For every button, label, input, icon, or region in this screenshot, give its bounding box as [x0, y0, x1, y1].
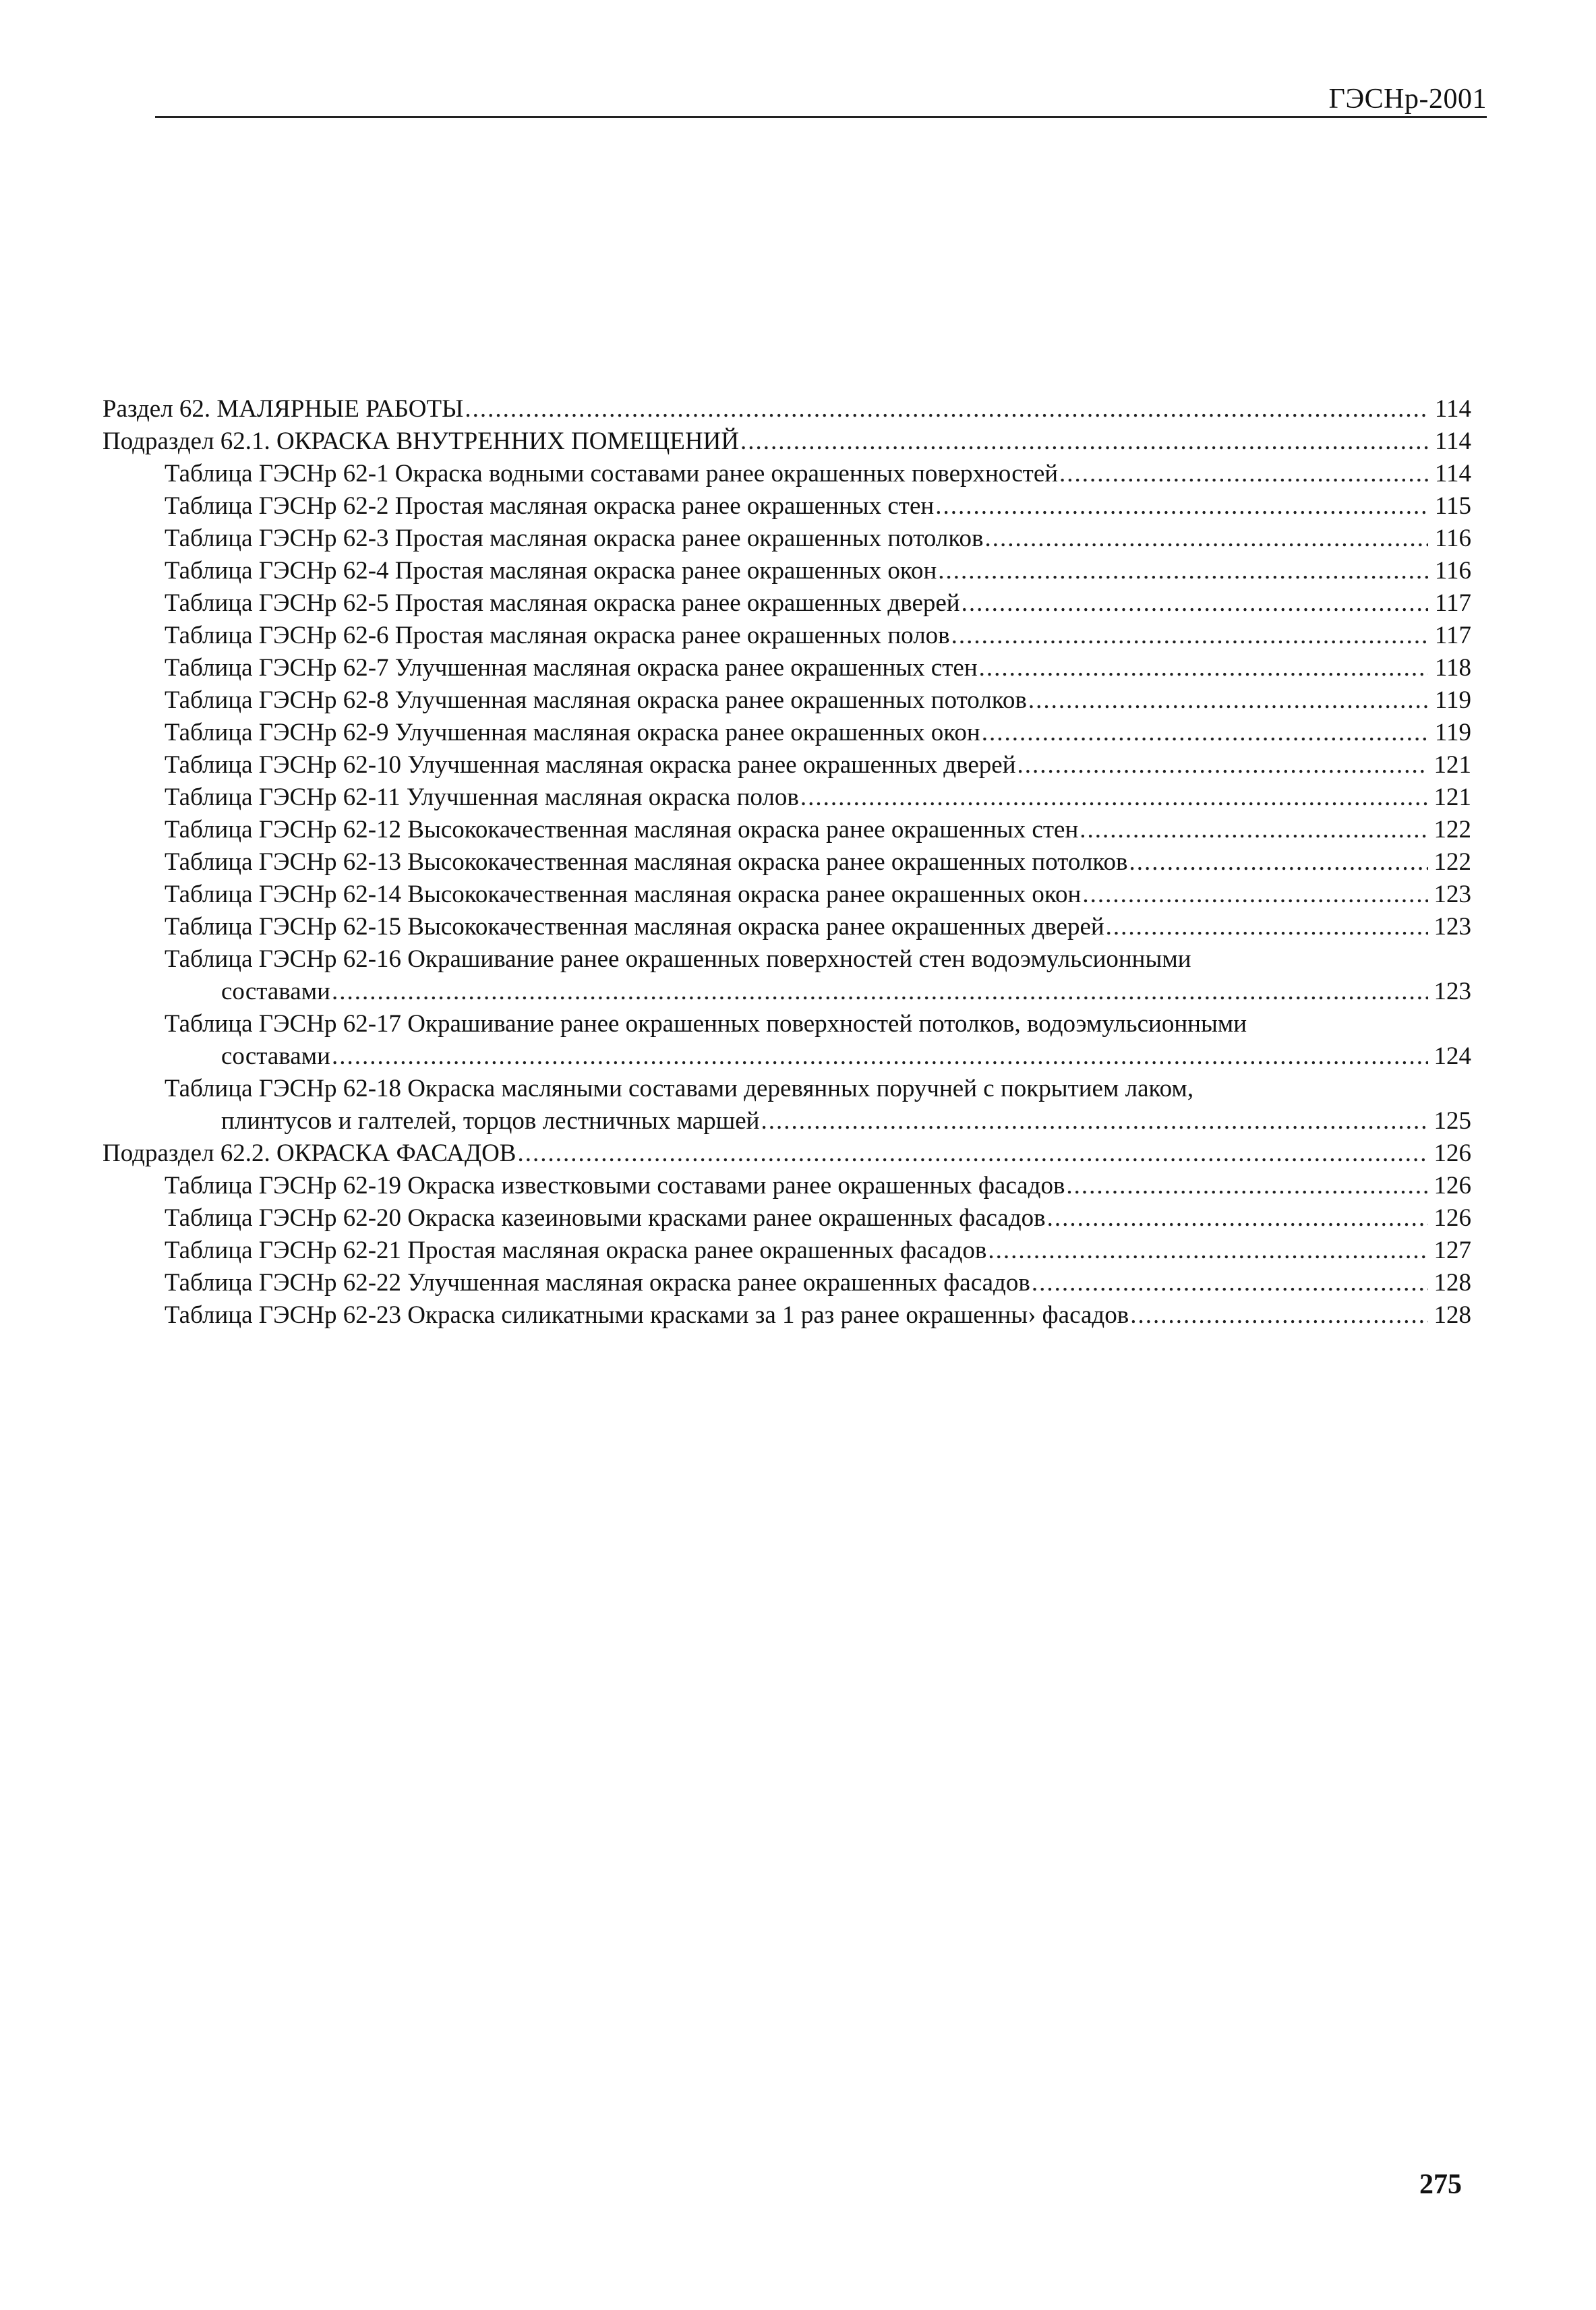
toc-table-entry[interactable] — [102, 555, 1471, 587]
toc-table-entry[interactable] — [102, 490, 1471, 523]
toc-table-entry[interactable] — [102, 1170, 1471, 1202]
toc-entry-title: Таблица ГЭСНр 62-13 Высококачественная масляная окраска ранее окрашенных потолков — [165, 848, 1128, 876]
toc-entry-page: 128 — [1434, 1301, 1471, 1329]
dot-leader — [332, 976, 1428, 1008]
toc-entry-title: Таблица ГЭСНр 62-23 Окраска силикатными красками за 1 раз ранее окрашенны› фасадов — [165, 1301, 1129, 1329]
toc-table-entry[interactable] — [102, 814, 1471, 846]
dot-leader — [988, 1235, 1428, 1267]
toc-entry-title: Таблица ГЭСНр 62-11 Улучшенная масляная окраска полов — [165, 783, 799, 811]
toc-entry-page: 116 — [1434, 557, 1471, 585]
dot-leader — [1106, 911, 1428, 943]
toc-entry-page: 124 — [1434, 1042, 1471, 1070]
toc-entry-title: Таблица ГЭСНр 62-20 Окраска казеиновыми красками ранее окрашенных фасадов — [165, 1204, 1046, 1232]
toc-entry-page: 126 — [1434, 1204, 1471, 1232]
toc-entry-page: 119 — [1434, 686, 1471, 714]
dot-leader — [1017, 749, 1428, 781]
toc-entry-title: Таблица ГЭСНр 62-5 Простая масляная окраска ранее окрашенных дверей — [165, 589, 960, 617]
toc-entry-page: 114 — [1434, 427, 1471, 455]
toc-entry-page: 118 — [1434, 654, 1471, 682]
toc-section-entry[interactable] — [102, 425, 1471, 458]
toc-entry-page: 123 — [1434, 978, 1471, 1005]
toc-entry-title: Таблица ГЭСНр 62-19 Окраска известковыми составами ранее окрашенных фасадов — [165, 1172, 1065, 1200]
toc-entry-title: Таблица ГЭСНр 62-6 Простая масляная окраска ранее окрашенных полов — [165, 622, 950, 649]
toc-entry-title: Таблица ГЭСНр 62-7 Улучшенная масляная окраска ранее окрашенных стен — [165, 654, 978, 682]
toc-entry-page: 114 — [1434, 395, 1471, 423]
dot-leader — [1129, 846, 1428, 879]
dot-leader — [1047, 1202, 1428, 1235]
toc-entry-page: 125 — [1434, 1107, 1471, 1135]
dot-leader — [800, 781, 1428, 814]
toc-entry-title: Таблица ГЭСНр 62-9 Улучшенная масляная окраска ранее окрашенных окон — [165, 719, 980, 746]
toc-entry-title: Таблица ГЭСНр 62-22 Улучшенная масляная окраска ранее окрашенных фасадов — [165, 1269, 1030, 1297]
toc-entry-page: 119 — [1434, 719, 1471, 746]
toc-entry-page: 127 — [1434, 1237, 1471, 1264]
dot-leader — [938, 555, 1428, 587]
toc-entry-title: Таблица ГЭСНр 62-14 Высококачественная масляная окраска ранее окрашенных окон — [165, 881, 1082, 908]
toc-entry-page: 128 — [1434, 1269, 1471, 1297]
toc-entry-page: 126 — [1434, 1172, 1471, 1200]
toc-entry-title: Таблица ГЭСНр 62-18 Окраска масляными составами деревянных поручней с покрытием лаком, — [165, 1075, 1194, 1102]
toc-table-entry[interactable] — [102, 1267, 1471, 1299]
header-rule — [155, 116, 1487, 118]
dot-leader — [979, 652, 1428, 684]
toc-entry-page: 117 — [1434, 622, 1471, 649]
toc-table-entry[interactable] — [102, 1008, 1471, 1073]
toc-table-entry[interactable] — [102, 1073, 1471, 1137]
dot-leader — [761, 1105, 1428, 1137]
toc-table-entry[interactable] — [102, 749, 1471, 781]
toc-entry-title: Таблица ГЭСНр 62-2 Простая масляная окраска ранее окрашенных стен — [165, 492, 935, 520]
toc-section-entry[interactable] — [102, 1137, 1471, 1170]
dot-leader — [984, 523, 1428, 555]
toc-table-entry[interactable] — [102, 587, 1471, 620]
dot-leader — [1028, 684, 1428, 717]
toc-entry-page: 123 — [1434, 913, 1471, 941]
toc-entry-title: Таблица ГЭСНр 62-17 Окрашивание ранее окрашенных поверхностей потолков, водоэмульсионными — [165, 1010, 1247, 1038]
toc-table-entry[interactable] — [102, 1299, 1471, 1332]
dot-leader — [332, 1040, 1428, 1073]
dot-leader — [1059, 458, 1428, 490]
dot-leader — [1082, 879, 1428, 911]
toc-entry-page: 117 — [1434, 589, 1471, 617]
toc-table-entry[interactable] — [102, 717, 1471, 749]
dot-leader — [951, 620, 1428, 652]
toc-table-entry[interactable] — [102, 684, 1471, 717]
toc-entry-page: 122 — [1434, 848, 1471, 876]
toc-entry-title: Таблица ГЭСНр 62-16 Окрашивание ранее окрашенных поверхностей стен водоэмульсионными — [165, 945, 1191, 973]
toc-entry-title: Раздел 62. МАЛЯРНЫЕ РАБОТЫ — [102, 395, 464, 423]
toc-entry-title: Таблица ГЭСНр 62-15 Высококачественная масляная окраска ранее окрашенных дверей — [165, 913, 1104, 941]
toc-table-entry[interactable] — [102, 458, 1471, 490]
toc-entry-title: Таблица ГЭСНр 62-10 Улучшенная масляная окраска ранее окрашенных дверей — [165, 751, 1016, 779]
toc-table-entry[interactable] — [102, 652, 1471, 684]
toc-table-entry[interactable] — [102, 620, 1471, 652]
toc-entry-page: 114 — [1434, 460, 1471, 487]
dot-leader — [962, 587, 1428, 620]
toc-entry-page: 126 — [1434, 1139, 1471, 1167]
toc-entry-title: Подраздел 62.2. ОКРАСКА ФАСАДОВ — [102, 1139, 516, 1167]
toc-table-entry[interactable] — [102, 943, 1471, 1008]
toc-entry-title: Таблица ГЭСНр 62-1 Окраска водными составами ранее окрашенных поверхностей — [165, 460, 1059, 487]
toc-table-entry[interactable] — [102, 781, 1471, 814]
toc-entry-page: 116 — [1434, 525, 1471, 552]
toc-entry-title: Таблица ГЭСНр 62-21 Простая масляная окраска ранее окрашенных фасадов — [165, 1237, 987, 1264]
toc-entry-page: 123 — [1434, 881, 1471, 908]
dot-leader — [1032, 1267, 1428, 1299]
toc-entry-title: Подраздел 62.1. ОКРАСКА ВНУТРЕННИХ ПОМЕЩЕНИЙ — [102, 427, 740, 455]
dot-leader — [1066, 1170, 1428, 1202]
toc-section-entry[interactable] — [102, 393, 1471, 425]
table-of-contents — [102, 393, 1471, 1332]
toc-entry-title-continued: составами — [221, 1042, 330, 1070]
dot-leader — [935, 490, 1428, 523]
toc-table-entry[interactable] — [102, 911, 1471, 943]
toc-entry-page: 122 — [1434, 816, 1471, 843]
toc-entry-title-continued: составами — [221, 978, 330, 1005]
dot-leader — [517, 1137, 1428, 1170]
dot-leader — [1130, 1299, 1428, 1332]
dot-leader — [982, 717, 1428, 749]
toc-entry-title: Таблица ГЭСНр 62-4 Простая масляная окраска ранее окрашенных окон — [165, 557, 937, 585]
page-number: 275 — [1419, 2169, 1462, 2200]
toc-entry-title: Таблица ГЭСНр 62-12 Высококачественная масляная окраска ранее окрашенных стен — [165, 816, 1079, 843]
toc-entry-page: 121 — [1434, 751, 1471, 779]
dot-leader — [465, 393, 1428, 425]
document-code: ГЭСНр-2001 — [1328, 84, 1487, 115]
toc-entry-title-continued: плинтусов и галтелей, торцов лестничных маршей — [221, 1107, 760, 1135]
dot-leader — [740, 425, 1428, 458]
toc-entry-page: 121 — [1434, 783, 1471, 811]
toc-table-entry[interactable] — [102, 879, 1471, 911]
toc-table-entry[interactable] — [102, 846, 1471, 879]
toc-table-entry[interactable] — [102, 1202, 1471, 1235]
toc-table-entry[interactable] — [102, 1235, 1471, 1267]
toc-table-entry[interactable] — [102, 523, 1471, 555]
toc-entry-title: Таблица ГЭСНр 62-8 Улучшенная масляная окраска ранее окрашенных потолков — [165, 686, 1027, 714]
toc-entry-page: 115 — [1434, 492, 1471, 520]
page-header — [155, 82, 1487, 116]
toc-entry-title: Таблица ГЭСНр 62-3 Простая масляная окраска ранее окрашенных потолков — [165, 525, 984, 552]
dot-leader — [1080, 814, 1428, 846]
